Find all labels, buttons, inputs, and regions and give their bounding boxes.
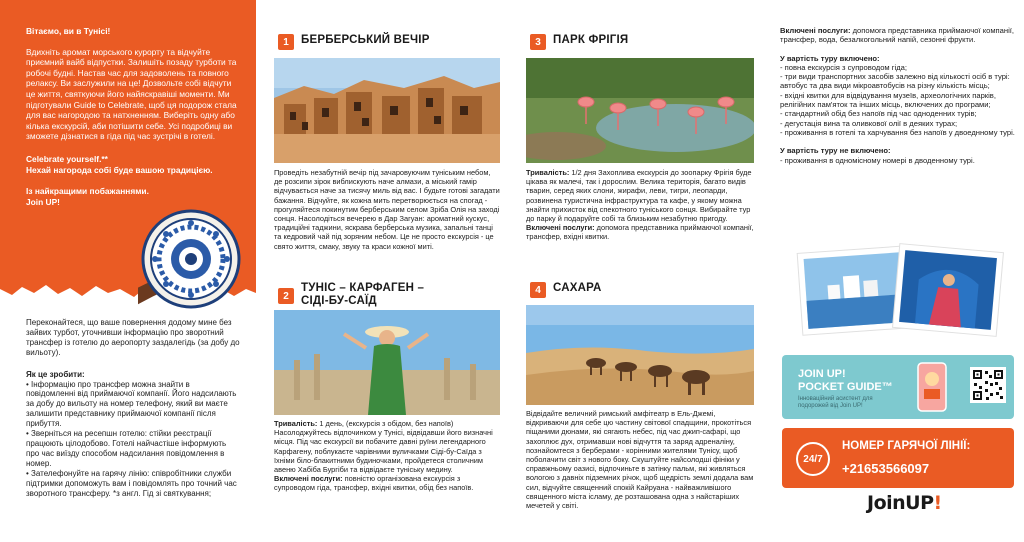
join-up-signoff: Join UP! — [26, 196, 60, 207]
logo-exclamation: ! — [933, 492, 942, 514]
celebrate-line-1: Celebrate yourself.** — [26, 153, 108, 164]
included-services-label: Включені послуги: — [780, 26, 851, 35]
price-included-item-5: - дегустація вина та оливкової олії в деяких турах; — [780, 118, 958, 128]
decorative-plate-image — [138, 206, 244, 312]
pocket-guide-caption: Інноваційний асистент для подорожей від Join UP! — [798, 396, 873, 409]
panel-welcome — [0, 0, 256, 542]
section-3-title — [530, 34, 628, 50]
included-services-text: допомога представника приймаючої компанії, трансфер, вода, безалкогольний напій, сезонні фрукти. — [780, 26, 1014, 45]
section-3-included-text: допомога представника приймаючої компанії, трансфер, вхідні квитки. — [526, 223, 754, 242]
logo-up: UP — [905, 492, 934, 514]
how-bullet-1: • Інформацію про трансфер можна знайти в повідомленні від приймаючої компанії. Його надсилають за добу до вильоту на номер телефону, який ви маєте залишити представнику приймаючої компанії після прибуття. — [26, 379, 237, 429]
welcome-intro: Вдихніть аромат морського курорту та відчуйте приємний вайб відпустки. Залишіть позаду турботи та робочі будні. Настав час для задоволень та повного релаксу. Ви заслужили на це! Дозвольте собі відчути це життя, святкуючи його найяскравіші моменти. Ми підготували Guide to Celebrate, щоб ця подорож стала для вас нагородою та натхненням. Виберіть одну або кілька екскурсій, аби потішити себе. Усі подробиці ви зможете дізнатися в гіда під час зустрічі в готелі. — [26, 46, 237, 142]
price-included-item-6: - проживання в готелі та харчування без напоїв у двоеднному турі. — [780, 127, 1015, 137]
welcome-heading: Вітаємо, ви в Тунісі! — [26, 26, 111, 36]
section-2-title — [278, 282, 424, 308]
joinup-logo — [867, 492, 942, 514]
carthage-woman-photo — [274, 310, 500, 415]
section-3-included-label: Включені послуги: — [526, 223, 595, 233]
panel-excursions-3-4 — [512, 0, 768, 542]
section-1-description: Проведіть незабутній вечір під зачаровуючим туніським небом, де розсипи зірок виблискують наче алмази, а міський гамір відчувається наче за тисячу миль від вас. І будьте готові загадати бажання. Відчуйте, як кожна мить перетворюється на спогад - прогуляйтеся покинутим берберським селом Зріба Олія на заході сонця. Насолодіться вечерею в Дар Загуан: ароматний кускус, традиційні таджини, яскрава берберська музика, запальні танці та кедровий чай під зоряним небом. Це не просто екскурсія - це свято життя, смаку, звуку та краси кожної миті. — [274, 168, 500, 251]
phone-mascot-icon — [900, 359, 964, 415]
how-bullet-2: • Зверніться на ресепшн готелю: стійки реєстрації працюють цілодобово. Готелі найчастіше інформують про час виїзду способом надсилання повідомлення в номер. — [26, 429, 227, 468]
logo-join: Join — [867, 492, 906, 514]
section-1-number: 1 — [278, 34, 294, 50]
section-4-description: Відвідайте величний римський амфітеатр в Ель-Джемі, відкриваючи для себе цю частину світової спадщини, прокотіться піщаними дюнами, які сягають небес, під час джип-сафарі, що захоплює дух, отримавши нові відчуття та заряд адреналіну, познайомтеся з берберами - корінними жителями Тунісу, щоб поболачити світ з нового боку. Скуштуйте найсолодші фініки у справжньому оазисі, відпочиньте в затінку пальм, які живляться вологою з давніх підземних річок, щоб щедрість землі додала вам сил, відчуйте священний спокій Кайруана - найважливішого священного міста ісламу, де розташована одна з найстаріших мечетей у світі. — [526, 409, 754, 511]
section-3-heading: ПАРК ФРІГІЯ — [553, 34, 629, 46]
section-4-number: 4 — [530, 282, 546, 298]
berber-village-photo — [274, 58, 500, 163]
section-3-duration-label: Тривалість: — [526, 168, 570, 177]
price-excluded-item-1: - проживання в одномісному номері в дводенному турі. — [780, 155, 975, 165]
pocket-guide-line-2: POCKET GUIDE™ — [798, 380, 893, 393]
hotline-card[interactable] — [782, 428, 1014, 488]
celebrate-line-2: Нехай нагорода собі буде вашою традицією. — [26, 164, 213, 175]
pocket-guide-line-1: JOIN UP! — [798, 368, 846, 380]
section-3-description — [526, 168, 754, 242]
price-included-item-2: - три види транспортних засобів залежно від кількості осіб в турі: автобус та два види мікроавтобусів на різну кількість місць; — [780, 72, 1010, 91]
section-2-duration-text: 1 день, (екскурсія з обідом, без напоїв) Насолоджуйтесь відпочинком у Тунісі, відвідавши його визначні місця. Під час екскурсії ви побачите давні руїни легендарного Карфагену, поблукаєте чарівними вуличками Сіді-бу-Саїда з їхніми біло-блакитними будиночками, пройдетеся столичним авеню Хабіба Бургіби та відвідаєте туніську медину. — [274, 419, 493, 475]
section-2-heading-line-1: ТУНІС – КАРФАГЕН – — [301, 282, 425, 294]
section-2-duration-label: Тривалість: — [274, 419, 318, 428]
how-title: Як це зробити: — [26, 369, 85, 379]
panel-excursions-1-2 — [256, 0, 512, 542]
hotline-label: НОМЕР ГАРЯЧОЇ ЛІНІЇ: — [842, 440, 971, 452]
panel-info — [768, 0, 1024, 542]
flamingo-park-photo — [526, 58, 754, 163]
pocket-guide-title — [798, 368, 893, 393]
price-included-item-3: - вхідні квитки для відвідування музеїв, археологічних парків, релігійних пам'яток та інших місць, включених до програми; — [780, 90, 996, 110]
section-2-included-label: Включені послуги: — [274, 474, 343, 484]
qr-code-icon[interactable] — [970, 367, 1006, 403]
section-3-duration-text: 1/2 дня Захоплива екскурсія до зоопарку Фрігія буде цікава як малечі, так і дорослим. Велика територія, багато видів тварин, серед яких слони, жирафи, леви, тигри, леопарди, розвинена туристична інфраструктура та кафе, у якому можна знайти прихисток від спекотного туніського сонця. Вибирайте тур до парку й подаруйте собі та близьким незабутню пригоду. — [526, 168, 752, 224]
price-included-item-4: - стандартний обід без напоїв під час одноденних турів; — [780, 109, 977, 119]
price-excluded-title: У вартість туру не включено: — [780, 146, 891, 156]
price-included-title: У вартість туру включено: — [780, 53, 880, 63]
sahara-camels-photo — [526, 305, 754, 405]
section-2-heading-line-2: СІДІ-БУ-САЇД — [301, 295, 377, 307]
transfer-intro: Переконайтеся, що ваше повернення додому мине без зайвих турбот, уточнивши інформацію про зворотний трансфер із готелю до аеропорту заздалегідь (за добу до вильоту). — [26, 318, 240, 357]
pocket-guide-card[interactable] — [782, 355, 1014, 419]
price-included-item-1: - повна екскурсія з супроводом гіда; — [780, 62, 907, 72]
hotline-phone[interactable]: +21653566097 — [842, 461, 930, 476]
how-bullet-3: • Зателефонуйте на гарячу лінію: співробітники служби підтримки допоможуть вам і повідомлять про точний час зворотного трансферу. *з англ. Гід зі святкування; — [26, 468, 237, 498]
section-1-heading: БЕРБЕРСЬКИЙ ВЕЧІР — [301, 34, 430, 46]
section-4-heading: САХАРА — [553, 282, 602, 294]
section-3-number: 3 — [530, 34, 546, 50]
section-2-number: 2 — [278, 288, 294, 304]
section-2-included-text: повністю організована екскурсія з супроводом гіда, трансфер, вхідні квитки, обід без напоїв. — [274, 474, 474, 493]
included-services — [780, 26, 1015, 45]
wishes-text: Із найкращими побажаннями. — [26, 186, 149, 197]
section-1-title — [278, 34, 430, 50]
section-2-description — [274, 419, 500, 493]
collage-photos — [788, 242, 1008, 340]
section-4-title — [530, 282, 601, 298]
hotline-24-7-badge: 24/7 — [796, 442, 830, 476]
